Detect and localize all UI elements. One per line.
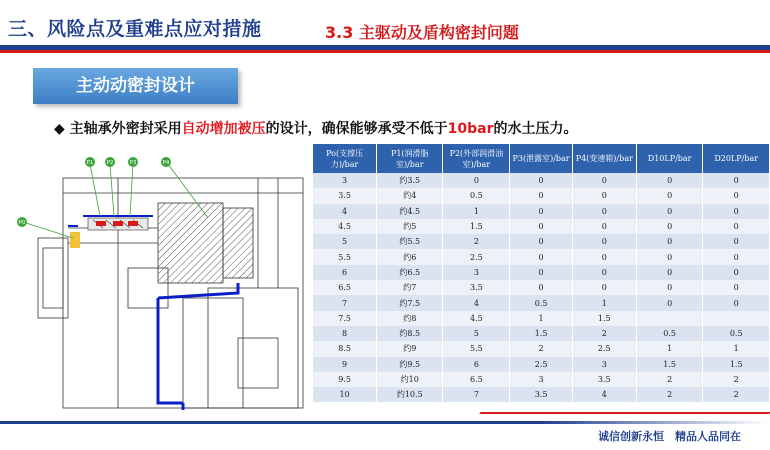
- table-cell: 0: [636, 280, 703, 295]
- label-p3: P3: [129, 160, 137, 166]
- table-cell: 3: [572, 357, 636, 372]
- bullet-part-1: 主轴承外密封采用: [69, 121, 182, 137]
- table-cell: 7.5: [313, 311, 377, 326]
- table-cell: 0: [636, 219, 703, 234]
- table-cell: 1.5: [510, 326, 572, 341]
- table-cell: 7: [443, 387, 510, 402]
- table-cell: 1: [572, 295, 636, 310]
- table-cell: 9: [313, 357, 377, 372]
- table-body: [313, 173, 770, 402]
- table-cell: 3: [313, 173, 377, 188]
- table-cell: 0: [572, 204, 636, 219]
- col-header: Po(支撑压力)/bar: [313, 144, 377, 173]
- table-cell: 约10: [377, 372, 443, 387]
- page-subtitle: 3.3 主驱动及盾构密封问题: [325, 23, 519, 42]
- table-cell: 0: [636, 249, 703, 264]
- table-cell: 2.5: [510, 357, 572, 372]
- table-cell: 2: [510, 341, 572, 356]
- seal-cross-section-diagram: [8, 148, 308, 410]
- table-cell: 1: [636, 341, 703, 356]
- table-cell: 0: [572, 249, 636, 264]
- label-p1: P1: [86, 160, 94, 166]
- table-cell: 5.5: [443, 341, 510, 356]
- footer-slogan: 诚信创新永恒 精品人品同在: [598, 430, 741, 443]
- table-cell: 3: [510, 372, 572, 387]
- table-row: [313, 341, 770, 356]
- table-cell: 约8.5: [377, 326, 443, 341]
- table-cell: 5: [443, 326, 510, 341]
- table-cell: 3.5: [443, 280, 510, 295]
- label-p0: P0: [18, 220, 26, 226]
- table-cell: 约7.5: [377, 295, 443, 310]
- table-header-row: [313, 144, 770, 173]
- table-cell: 约6: [377, 249, 443, 264]
- table-cell: 0: [572, 188, 636, 203]
- table-cell: 0: [703, 249, 770, 264]
- table-cell: 约6.5: [377, 265, 443, 280]
- table-row: [313, 326, 770, 341]
- table-cell: 8.5: [313, 341, 377, 356]
- table-cell: 0: [510, 265, 572, 280]
- table-row: [313, 173, 770, 188]
- table-cell: 约9.5: [377, 357, 443, 372]
- table-cell: 约7: [377, 280, 443, 295]
- label-p2: P2: [106, 160, 114, 166]
- bullet-text: [54, 118, 578, 138]
- pressure-table: [313, 144, 770, 402]
- table-cell: 4: [443, 295, 510, 310]
- header: [0, 0, 770, 50]
- col-header: P2(外部润滑油室)/bar: [443, 144, 510, 173]
- table-row: [313, 311, 770, 326]
- table-cell: [636, 311, 703, 326]
- table-row: [313, 265, 770, 280]
- col-header: D20LP/bar: [703, 144, 770, 173]
- table-cell: 3.5: [510, 387, 572, 402]
- table-cell: 2: [636, 387, 703, 402]
- table-cell: 2: [703, 372, 770, 387]
- table-cell: 约4: [377, 188, 443, 203]
- table-cell: 0: [703, 265, 770, 280]
- table-row: [313, 188, 770, 203]
- table-cell: 约3.5: [377, 173, 443, 188]
- table-cell: 1: [703, 341, 770, 356]
- table-cell: 0.5: [443, 188, 510, 203]
- table-cell: 6: [443, 357, 510, 372]
- table-cell: 0.5: [636, 326, 703, 341]
- header-accent-stripe: [0, 50, 770, 53]
- col-header: P3(泄露室)/bar: [510, 144, 572, 173]
- table-row: [313, 234, 770, 249]
- col-header: P4(变速箱)/bar: [572, 144, 636, 173]
- table-cell: 1: [443, 204, 510, 219]
- table-cell: 0: [572, 280, 636, 295]
- table-cell: 0: [636, 234, 703, 249]
- table-cell: 1: [510, 311, 572, 326]
- table-row: [313, 295, 770, 310]
- label-p4: P4: [162, 160, 170, 166]
- table-row: [313, 204, 770, 219]
- col-header: D10LP/bar: [636, 144, 703, 173]
- table-row: [313, 357, 770, 372]
- table-cell: 约8: [377, 311, 443, 326]
- table-cell: 2.5: [572, 341, 636, 356]
- table-cell: 2: [636, 372, 703, 387]
- table-cell: 0: [636, 204, 703, 219]
- table-cell: 0: [510, 188, 572, 203]
- diamond-bullet-icon: ◆: [54, 121, 65, 137]
- table-cell: 0: [572, 234, 636, 249]
- table-cell: 约4.5: [377, 204, 443, 219]
- table-cell: 3: [443, 265, 510, 280]
- table-row: [313, 249, 770, 264]
- table-cell: 0: [510, 204, 572, 219]
- table-cell: 4: [313, 204, 377, 219]
- table-row: [313, 372, 770, 387]
- table-cell: 0: [443, 173, 510, 188]
- table-cell: 约9: [377, 341, 443, 356]
- table-cell: 0: [703, 295, 770, 310]
- table-cell: 1.5: [636, 357, 703, 372]
- table-cell: 2: [572, 326, 636, 341]
- bullet-highlight-1: 自动增加被压: [181, 121, 266, 137]
- table-cell: 1.5: [572, 311, 636, 326]
- table-cell: 3.5: [572, 372, 636, 387]
- table-cell: 5.5: [313, 249, 377, 264]
- section-title: 主动动密封设计: [76, 76, 195, 96]
- table-cell: 10: [313, 387, 377, 402]
- table-cell: 约5.5: [377, 234, 443, 249]
- table-cell: 0: [703, 173, 770, 188]
- table-cell: 8: [313, 326, 377, 341]
- table-cell: 2.5: [443, 249, 510, 264]
- table-cell: 0.5: [510, 295, 572, 310]
- table-row: [313, 219, 770, 234]
- table-cell: 7: [313, 295, 377, 310]
- table-cell: 0: [636, 295, 703, 310]
- table-cell: 0.5: [703, 326, 770, 341]
- table-cell: 约5: [377, 219, 443, 234]
- table-row: [313, 387, 770, 402]
- table-cell: 0: [572, 219, 636, 234]
- table-cell: 0: [510, 173, 572, 188]
- table-cell: 0: [703, 280, 770, 295]
- table-cell: [703, 311, 770, 326]
- col-header: P1(润滑脂室)/bar: [377, 144, 443, 173]
- bullet-highlight-2: 10bar: [447, 121, 494, 137]
- footer-divider: [0, 421, 770, 424]
- table-cell: 0: [572, 173, 636, 188]
- table-cell: 1.5: [703, 357, 770, 372]
- table-cell: 约10.5: [377, 387, 443, 402]
- table-cell: 6.5: [443, 372, 510, 387]
- table-cell: 9.5: [313, 372, 377, 387]
- table-cell: 0: [636, 265, 703, 280]
- bullet-part-2: 的设计，确保能够承受不低于: [265, 121, 448, 137]
- page-title: 三、风险点及重难点应对措施: [8, 18, 262, 40]
- table-cell: 4: [572, 387, 636, 402]
- table-cell: 2: [703, 387, 770, 402]
- table-cell: 6.5: [313, 280, 377, 295]
- table-cell: 0: [636, 173, 703, 188]
- table-cell: 0: [510, 234, 572, 249]
- table-cell: 1.5: [443, 219, 510, 234]
- table-cell: 6: [313, 265, 377, 280]
- table-cell: 0: [703, 234, 770, 249]
- table-cell: 0: [572, 265, 636, 280]
- table-row: [313, 280, 770, 295]
- table-cell: 0: [636, 188, 703, 203]
- bullet-part-3: 的水土压力。: [493, 121, 578, 137]
- table-cell: 0: [510, 219, 572, 234]
- table-cell: 0: [703, 188, 770, 203]
- table-cell: 2: [443, 234, 510, 249]
- table-cell: 0: [703, 204, 770, 219]
- table-cell: 4.5: [443, 311, 510, 326]
- table-cell: 0: [703, 219, 770, 234]
- footer-accent-stripe: [479, 412, 770, 414]
- table-cell: 4.5: [313, 219, 377, 234]
- table-cell: 0: [510, 249, 572, 264]
- table-cell: 3.5: [313, 188, 377, 203]
- table-cell: 5: [313, 234, 377, 249]
- table-cell: 0: [510, 280, 572, 295]
